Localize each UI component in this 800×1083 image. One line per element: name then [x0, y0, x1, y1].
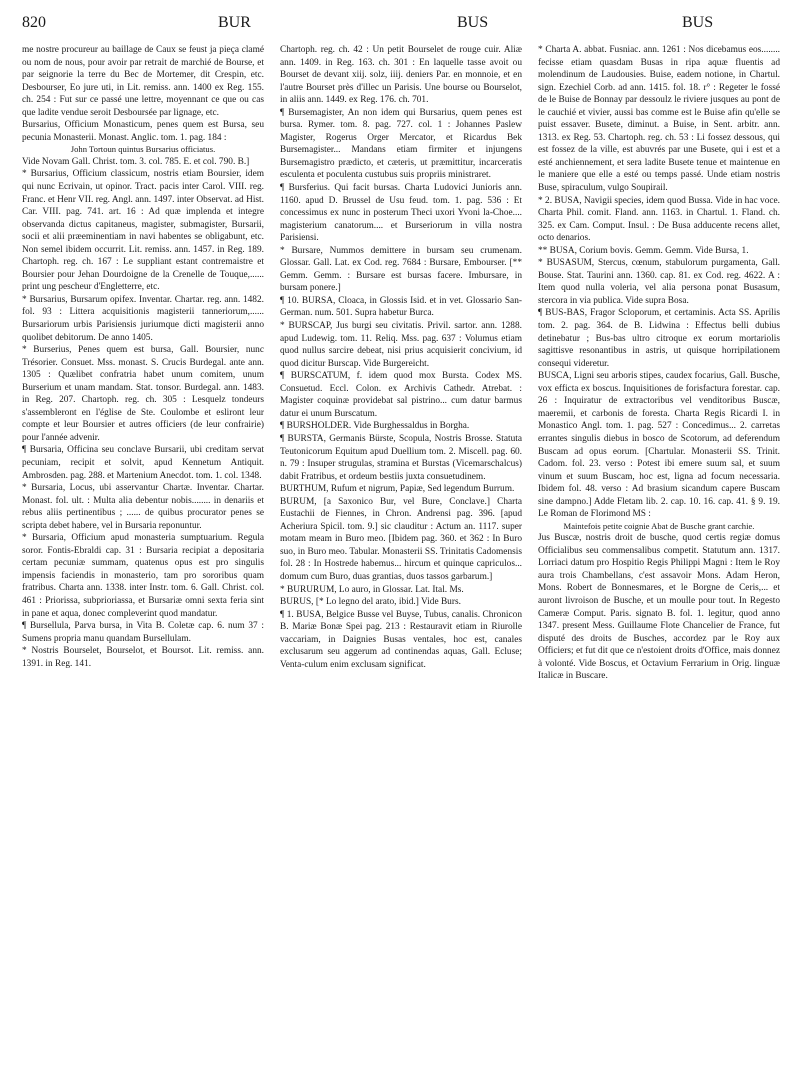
- entry-paragraph: Vide Novam Gall. Christ. tom. 3. col. 785. E. et col. 790. B.]: [22, 156, 250, 167]
- entry-paragraph: * BURURUM, Lo auro, in Glossar. Lat. Ital. Ms.: [280, 584, 464, 595]
- entry-paragraph: * Bursare, Nummos demittere in bursam seu crumenam. Glossar. Gall. Lat. ex Cod. reg. 7684 : Bursare, Embourser. [** Gemm. Gemm. : Bursare est bursas facere. Imbursare, in bursam ponere.]: [280, 245, 522, 294]
- entry-paragraph: ¶ BUS-BAS, Fragor Scloporum, et certaminis. Acta SS. Aprilis tom. 2. pag. 364. de B. Lidwina : Effectus belli dubius detinebatur ; Bus-bas ultro citroque ex eorum mortariolis sagittisve resonantibus in astris, ut quisque horripilationem consequi videretur.: [538, 308, 780, 369]
- entry-paragraph: John Tortoun quintus Bursarius officiatus.: [70, 144, 216, 155]
- entry-paragraph: Maintefois petite coignie Abat de Busche grant carchie.: [563, 520, 755, 531]
- header-center-word: BUS: [457, 14, 489, 31]
- column-1: [22, 44, 264, 1074]
- entry-paragraph: * Bursaria, Officium apud monasteria sumptuarium. Regula soror. Fontis-Ebraldi cap. 31 : Bursaria recipiat a depositaria certam pecuniæ summam, quatenus opus est pro singulis impensis faciendis in monasterio, tam pro sororibus quam fratribus. Charta ann. 1338. inter Instr. tom. 6. Gall. Christ. col. 461 : Priorissa, subprioriassa, et Bursariæ omni sexta feria sint in pane et aqua, donec compleverint quod mandatur.: [22, 533, 264, 619]
- entry-paragraph: BURUM, [a Saxonico Bur, vel Bure, Conclave.] Charta Eustachii de Fiennes, in Chron. Andrensi pag. 396. [apud Acheriura Spicil. tom. 9.] sic clauditur : Actum an. 1117. super motam meam in Buro meo. [Ibidem pag. 360. et 362 : In Buro suo, in Buro meo. Tabular. Monasterii SS. Trinitatis Cadomensis fol. 28 : In Hostrede habemus... hircum et quinque capriculos... domum cum Buro, duas grantias, duos tassos garbarum.]: [280, 496, 522, 582]
- entry-paragraph: Chartoph. reg. ch. 42 : Un petit Bourselet de rouge cuir. Aliæ ann. 1409. in Reg. 163. ch. 301 : En laquelle tasse avoit ou Bourset de devant xiij. solz, iiij. deniers Par. en monnoie, et en l'autre Bourset près d'illec un Parisis. Une bourse ou Bourselot, in aliis ann. 1449. ex Reg. 176. ch. 701.: [280, 45, 522, 106]
- entry-paragraph: * BURSCAP, Jus burgi seu civitatis. Privil. sartor. ann. 1288. apud Ludewig. tom. 11. Reliq. Mss. pag. 637 : Volumus etiam quod nullus sarcire debeat, nisi prius acquisierit concivium, id quod dicitur Burscap. Vide Burgereicht.: [280, 321, 522, 369]
- entry-paragraph: ¶ Bursellula, Parva bursa, in Vita B. Coletæ cap. 6. num 37 : Sumens propria manu quandam Bursellulam.: [22, 621, 264, 644]
- entry-paragraph: ¶ Bursemagister, An non idem qui Bursarius, quem penes est bursa. Rymer. tom. 8. pag. 727. col. 1 : Johannes Paslew Magister, Rogerus Orger Mercator, et Ricardus Bek Bursemagister... Mandans etiam firmiter et injungens Bursemagistro prædicto, et cæteris, ut præmittitur, incarceratis esculenta et poculenta custubus suis propriis ministraret.: [280, 107, 522, 181]
- running-header: [22, 14, 778, 36]
- entry-paragraph: ¶ Bursaria, Officina seu conclave Bursarii, ubi creditam servat pecuniam, recipit et solvit, apud Kennetum Antiquit. Ambrosden. pag. 288. et Martenium Anecdot. tom. 1. col. 1348.: [22, 445, 264, 481]
- entry-paragraph: ¶ 1. BUSA, Belgice Busse vel Buyse, Tubus, canalis. Chronicon B. Mariæ Bonæ Spei pag. 213 : Restauravit etiam in Riurolle vaccariam, in Daignies Busas ventales, hoc est, canales exclusarum seu aggerum ad continendas aquas, Gall. Ecluse; Venta-culum enim exclusam significat.: [280, 609, 522, 670]
- entry-paragraph: me nostre procureur au baillage de Caux se feust ja pieça clamé ou nom de nous, pour avoir par retrait de marchié de Bourse, et par seignorie la terre du Bec de Mortemer, dit Crespin, etc. Desbourser, Eo jure uti, in Lit. remiss. ann. 1400 ex Reg. 155. ch. 254 : Fut sur ce passé une lettre, moyennant ce que ou cas que ladite vendue seroit Desboursée par lignage, etc.: [22, 45, 264, 118]
- entry-paragraph: BUSCA, Ligni seu arboris stipes, caudex focarius, Gall. Busche, vox efficta ex boscus. Inquisitiones de forisfactura forestar. cap. 26 : Inquiratur de extractoribus vel venditoribus Buscæ, maeremii, et carbonis de foresta. Charta Regis Ricardi I. in Monastico Angl. tom. 1. pag. 527 : Concedimus... 2. carretas errantes singulis diebus in bosco de Scotorum, ad deferendum Buscam ad opus eorum. [Chartular. Monasterii SS. Trinit. Cadom. fol. 23. verso : Potest ibi emere suum sal, et suum vinum et suum Buscam, hoc est, ligna ad focum necessaria. Ibidem fol. 48. verso : Ad brasium sicandum capere Buscam sine dampno.] Adde Fletam lib. 2. cap. 10. 16. cap. 41. § 9. 19. Le Roman de Florimond MS :: [538, 371, 780, 520]
- entry-paragraph: ¶ BURSTA, Germanis Bürste, Scopula, Nostris Brosse. Statuta Teutonicorum Equitum apud Duellium tom. 2. Miscell. pag. 60. n. 79 : Insuper strugulas, stramina et Burstas (Vicemarschalcus) dabit Fratribus, et ordeum bestiis juxta consuetudinem.: [280, 433, 522, 482]
- column-3: [538, 44, 780, 1074]
- entry-paragraph: BURTHUM, Rufum et nigrum, Papiæ, Sed legendum Burrum.: [280, 484, 515, 495]
- entry-paragraph: * Charta A. abbat. Fusniac. ann. 1261 : Nos dicebamus eos........ fecisse etiam quasdam Busas in ripa aquæ fluentis ad molendinum de Laudousies. Buise, eadem notione, in Chartul. sign. Ezechiel Corb. ad ann. 1415. fol. 18. r° : Regeter le fossé de le Buise de Bonnay par dessoulz le riviere jusques au pont de le cauchié et vivier, aussi bas comme est le Buise afin qu'elle se puist essaver. Busete, diminut. a Buise, in Sent. arbitr. ann. 1313. ex Reg. 53. Chartoph. reg. ch. 53 : Li fossez dessous, qui est fossez de la ville, est abuvrés par une Busete, qui i est et a esté anchiennement, et sera ladite Busete tenue et maintenue en le maniere que elle a esté ou temps passé. Unde etiam nostris Buse, spiraculum, vulgo Soupirail.: [538, 45, 780, 194]
- dictionary-columns: [22, 44, 782, 1074]
- column-2: [280, 44, 522, 1074]
- entry-paragraph: ** BUSA, Corium bovis. Gemm. Gemm. Vide Bursa, 1.: [538, 245, 749, 256]
- entry-paragraph: Bursarius, Officium Monasticum, penes quem est Bursa, seu pecunia Monasterii. Monast. Anglic. tom. 1. pag. 184 :: [22, 120, 264, 143]
- entry-paragraph: * Bursarius, Officium classicum, nostris etiam Boursier, idem qui nunc Ecrivain, ut opinor. Tract. pacis inter Carol. VIII. reg. Franc. et Henr VII. reg. Angl. ann. 1497. inter Observat. ad Hist. Car. VIII. pag. 741. art. 16 : Ad quæ implenda et integre observanda dictus capitaneus, magister, submagister, Bursarii, socii et alii præeminentiam in navi habentes se obligabunt, etc. Non semel ibidem occurrit. Lit. remiss. ann. 1457. in Reg. 189. Chartoph. reg. ch. 167 : Le suppliant estant contremaistre et Boursier pour Jehan Dourdoigne de la Crenelle de Touque,...... print ung pescheur d'Engletterre, etc.: [22, 169, 264, 293]
- page-number: 820: [22, 14, 46, 31]
- entry-paragraph: ¶ Bursferius. Qui facit bursas. Charta Ludovici Junioris ann. 1160. apud D. Brussel de Usu feud. tom. 1. pag. 536 : Et concessimus ex nunc in posterum Theci uxori Yvoni la-Choe.... magisterium canatorum.... et Burseriorum in villa nostra Parisiensi.: [280, 183, 522, 244]
- entry-paragraph: * Nostris Bourselet, Bourselot, et Boursot. Lit. remiss. ann. 1391. in Reg. 141.: [22, 646, 264, 669]
- entry-paragraph: BURUS, [* Lo legno del arato, ibid.] Vide Burs.: [280, 597, 461, 608]
- entry-paragraph: Jus Buscæ, nostris droit de busche, quod certis regiæ domus Officialibus seu commensalibus competit. Statutum ann. 1317. Lorriaci datum pro Hospitio Regis Philippi Magni : Item le Roy aura trois Chambellans, c'est assavoir Mons. Adam Heron, Mons. Robert de Bonnesmares, et le Borgne de Ceris,... et auront livroison de Busche, et un moulle pour tout. In Regesto Cameræ Comput. Paris. signato B. fol. 1. legitur, quod anno 1347. present Mess. Guillaume Flote Chancelier de France, fut disputé des droits de Busches, accordez par le Roy aux Officiers; et fut dit que ce n'estoient droits d'Office, mais donnez à volonté. Vide Boscus, et Octavium Ferrarium in Orig. linguæ Italicæ in Buscare.: [538, 533, 780, 682]
- entry-paragraph: * 2. BUSA, Navigii species, idem quod Bussa. Vide in hac voce. Charta Phil. comit. Fland. ann. 1163. in Chartul. 1. Fland. ch. 325. ex Cam. Comput. Insul. : De Busa adducente recens allet, octo denarios.: [538, 195, 780, 244]
- entry-paragraph: * Burserius, Penes quem est bursa, Gall. Boursier, nunc Trésorier. Consuet. Mss. monast. S. Crucis Burdegal. ante ann. 1305 : Quælibet confratria habet unum comitem, unum Burserium et unam mandam. Stat. tonsor. Burdegal. ann. 1483. in Reg. 207. Chartoph. reg. ch. 305 : Lesquelz tondeurs s'assembleront en l'église de Ste. Coulombe et esliront leur compte et leur Boursier et autres officiers (de leur confrairie) pour l'année advenir.: [22, 345, 264, 443]
- entry-paragraph: * BUSASUM, Stercus, cœnum, stabulorum purgamenta, Gall. Bouse. Stat. Taurini ann. 1360. cap. 81. ex Cod. reg. 4622. A : Item quod nulla voleria, vel alia persona ponat Busasum, stercora in via publica. Vide supra Bosa.: [538, 258, 780, 306]
- header-left-word: BUR: [218, 14, 251, 31]
- header-right-word: BUS: [682, 14, 714, 31]
- entry-paragraph: * Bursarius, Bursarum opifex. Inventar. Chartar. reg. ann. 1482. fol. 93 : Littera acquisitionis magisterii tanneriorum,...... Bursariorum urbis Parisiensis juriumque dicti magisterii anno quolibet debitorum. De anno 1405.: [22, 294, 264, 343]
- entry-paragraph: ¶ BURSCATUM, f. idem quod mox Bursta. Codex MS. Consuetud. Eccl. Colon. ex Archivis Cathedr. Atrebat. : Magister coquinæ providebat sal pistrino... cum datur barmus datur ei unum Burscatum.: [280, 371, 522, 419]
- entry-paragraph: ¶ 10. BURSA, Cloaca, in Glossis Isid. et in vet. Glossario San-German. num. 501. Supra habetur Burca.: [280, 295, 522, 319]
- entry-paragraph: ¶ BURSHOLDER. Vide Burghessaldus in Borgha.: [280, 421, 470, 432]
- entry-paragraph: * Bursaria, Locus, ubi asservantur Chartæ. Inventar. Chartar. Monast. fol. ult. : Multa alia debentur nobis........ in denariis et rebus aliis pertinentibus ; ...... de quibus procurator penes se scripta debet habere, vel in Bursaria reponuntur.: [22, 483, 264, 531]
